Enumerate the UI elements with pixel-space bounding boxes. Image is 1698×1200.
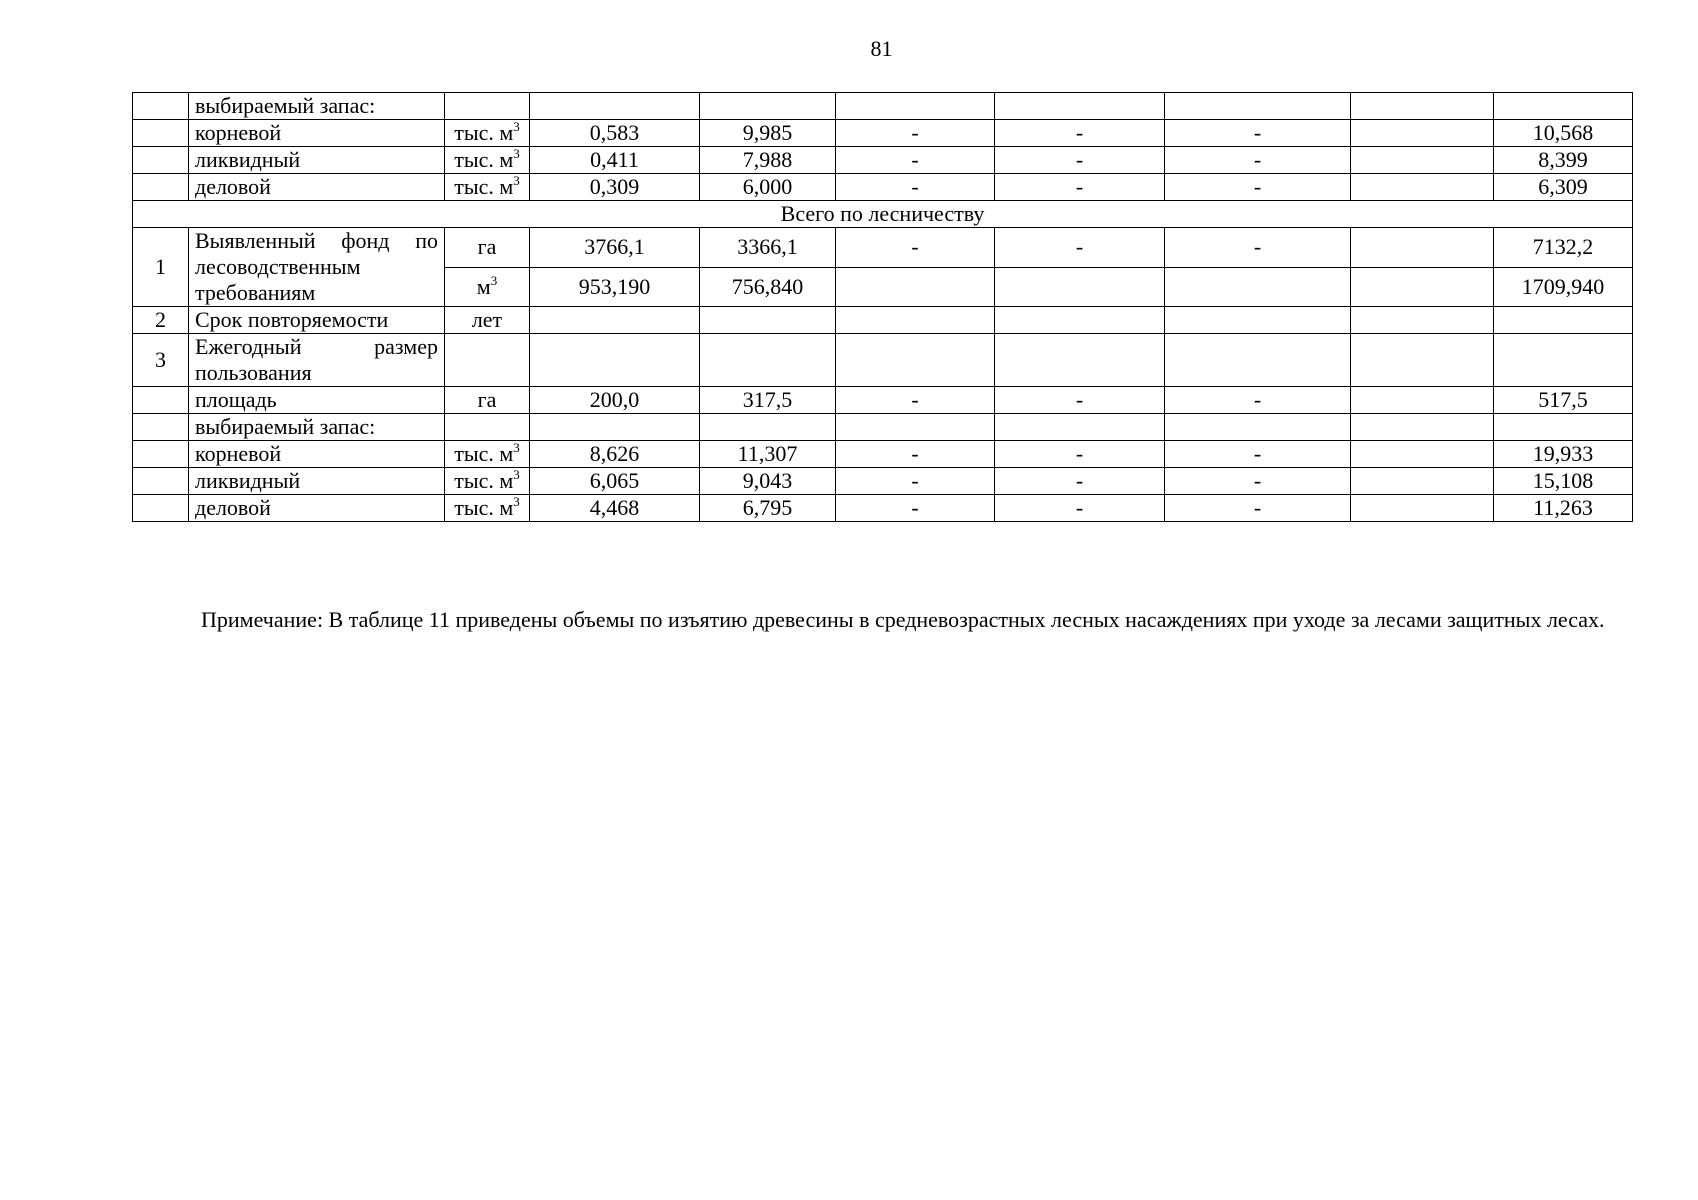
row-number: 1 xyxy=(133,228,189,307)
row-number xyxy=(133,93,189,120)
value-cell: - xyxy=(995,468,1165,495)
section-row xyxy=(133,201,1633,228)
total-cell: 8,399 xyxy=(1494,147,1633,174)
row-label: Ежегодный размер пользования xyxy=(189,334,445,387)
value-cell: - xyxy=(1165,387,1351,414)
row-number: 3 xyxy=(133,334,189,387)
row-number: 2 xyxy=(133,307,189,334)
value-cell: 8,626 xyxy=(530,441,700,468)
total-cell: 1709,940 xyxy=(1494,267,1633,307)
unit-cell: тыс. $м^3$ xyxy=(445,495,530,522)
total-cell: 6,309 xyxy=(1494,174,1633,201)
unit-cell: га xyxy=(445,387,530,414)
table-row xyxy=(133,174,1633,201)
row-label: деловой xyxy=(189,174,445,201)
value-cell: 6,000 xyxy=(700,174,836,201)
value-cell xyxy=(1165,267,1351,307)
value-cell: 0,583 xyxy=(530,120,700,147)
unit-cell: тыс. $м^3$ xyxy=(445,441,530,468)
table-row xyxy=(133,495,1633,522)
total-cell: 19,933 xyxy=(1494,441,1633,468)
value-cell: 953,190 xyxy=(530,267,700,307)
unit-cell: $м^3$ xyxy=(445,267,530,307)
value-cell: - xyxy=(836,441,995,468)
table-row xyxy=(133,387,1633,414)
value-cell: - xyxy=(995,441,1165,468)
row-label: корневой xyxy=(189,120,445,147)
total-cell: 11,263 xyxy=(1494,495,1633,522)
unit-cell: тыс. $м^3$ xyxy=(445,120,530,147)
table-row xyxy=(133,120,1633,147)
total-cell: 10,568 xyxy=(1494,120,1633,147)
forest-use-table xyxy=(132,92,1633,522)
value-cell: 317,5 xyxy=(700,387,836,414)
table-row xyxy=(133,441,1633,468)
value-cell: 3366,1 xyxy=(700,228,836,268)
value-cell xyxy=(1351,441,1494,468)
value-cell xyxy=(1351,495,1494,522)
table-row xyxy=(133,414,1633,441)
value-cell: - xyxy=(1165,495,1351,522)
value-cell: - xyxy=(1165,120,1351,147)
value-cell: - xyxy=(995,228,1165,268)
value-cell: - xyxy=(836,387,995,414)
value-cell xyxy=(995,267,1165,307)
value-cell: - xyxy=(995,495,1165,522)
value-cell: - xyxy=(836,174,995,201)
value-cell: - xyxy=(1165,147,1351,174)
value-cell: - xyxy=(836,468,995,495)
unit-cell: тыс. $м^3$ xyxy=(445,468,530,495)
row-label: Выявленный фонд по лесоводственным требованиям xyxy=(189,228,445,307)
table-row xyxy=(133,334,1633,387)
value-cell: - xyxy=(1165,468,1351,495)
value-cell xyxy=(1351,228,1494,268)
value-cell: 0,411 xyxy=(530,147,700,174)
value-cell: - xyxy=(836,495,995,522)
value-cell: 3766,1 xyxy=(530,228,700,268)
value-cell xyxy=(1351,267,1494,307)
value-cell: - xyxy=(1165,228,1351,268)
page-number: 81 xyxy=(870,36,893,61)
value-cell xyxy=(1351,387,1494,414)
total-cell: 7132,2 xyxy=(1494,228,1633,268)
unit-cell: га xyxy=(445,228,530,268)
row-label: Срок повторяемости xyxy=(189,307,445,334)
value-cell: - xyxy=(995,174,1165,201)
table-row xyxy=(133,228,1633,268)
value-cell: 756,840 xyxy=(700,267,836,307)
value-cell: 6,065 xyxy=(530,468,700,495)
value-cell: - xyxy=(995,120,1165,147)
value-cell: 9,985 xyxy=(700,120,836,147)
table-row xyxy=(133,468,1633,495)
value-cell xyxy=(1351,174,1494,201)
table-row xyxy=(133,147,1633,174)
value-cell: 6,795 xyxy=(700,495,836,522)
value-cell: 7,988 xyxy=(700,147,836,174)
value-cell: - xyxy=(1165,441,1351,468)
value-cell: - xyxy=(836,147,995,174)
row-label: корневой xyxy=(189,441,445,468)
value-cell: 4,468 xyxy=(530,495,700,522)
table-row xyxy=(133,307,1633,334)
value-cell xyxy=(1351,120,1494,147)
section-title: Всего по лесничеству xyxy=(133,201,1633,228)
table-row xyxy=(133,93,1633,120)
value-cell: 0,309 xyxy=(530,174,700,201)
value-cell: - xyxy=(1165,174,1351,201)
value-cell: 11,307 xyxy=(700,441,836,468)
unit-cell: тыс. $м^3$ xyxy=(445,147,530,174)
table-note: Примечание: В таблице 11 приведены объемы по изъятию древесины в средневозрастных лесных насаждениях при уходе за лесами защитных лесах. xyxy=(201,607,1605,632)
value-cell: - xyxy=(995,387,1165,414)
value-cell xyxy=(1351,468,1494,495)
total-cell: 15,108 xyxy=(1494,468,1633,495)
value-cell xyxy=(1351,147,1494,174)
row-label: выбираемый запас: xyxy=(189,414,445,441)
unit-cell: тыс. $м^3$ xyxy=(445,174,530,201)
row-label: деловой xyxy=(189,495,445,522)
value-cell xyxy=(836,267,995,307)
row-label: ликвидный xyxy=(189,468,445,495)
value-cell: 200,0 xyxy=(530,387,700,414)
value-cell: 9,043 xyxy=(700,468,836,495)
row-label: выбираемый запас: xyxy=(189,93,445,120)
unit-cell: лет xyxy=(445,307,530,334)
total-cell: 517,5 xyxy=(1494,387,1633,414)
value-cell: - xyxy=(836,228,995,268)
row-label: площадь xyxy=(189,387,445,414)
row-label: ликвидный xyxy=(189,147,445,174)
value-cell: - xyxy=(836,120,995,147)
value-cell: - xyxy=(995,147,1165,174)
